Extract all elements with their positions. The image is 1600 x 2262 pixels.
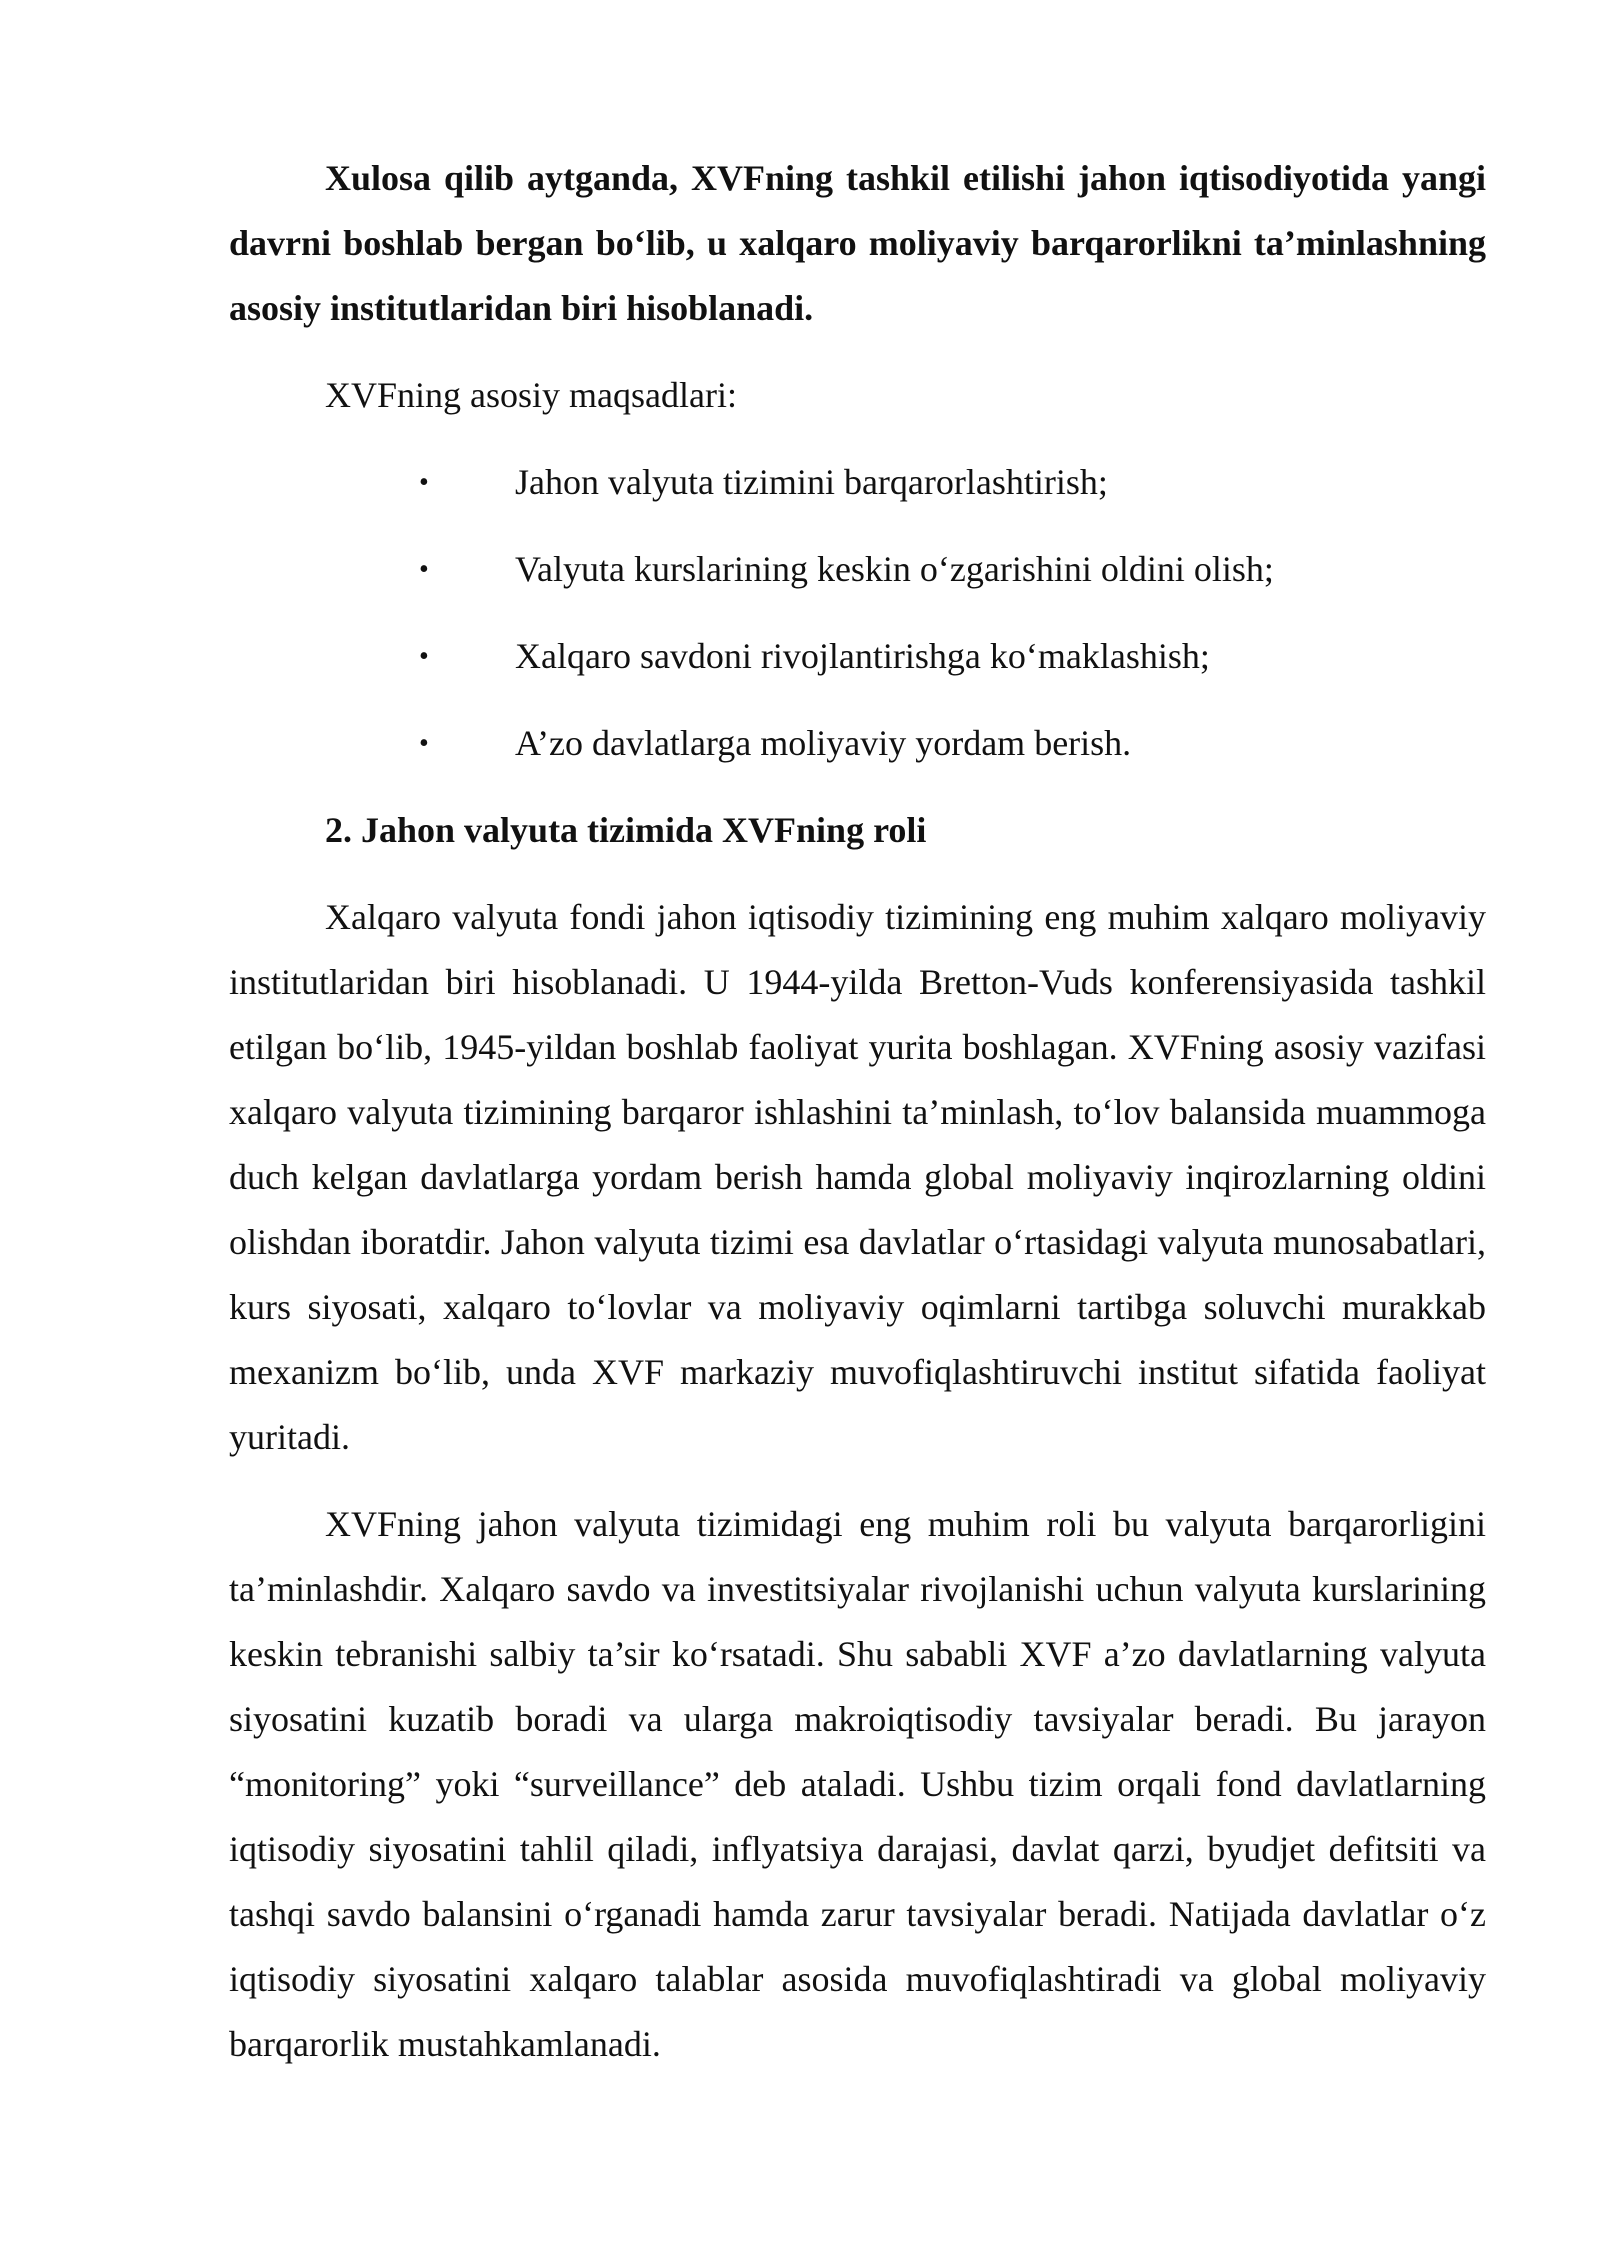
list-item-text: Jahon valyuta tizimini barqarorlashtirish; (515, 462, 1108, 502)
bullet-icon: • (419, 554, 429, 585)
list-item-text: Xalqaro savdoni rivojlantirishga ko‘maklashish; (515, 636, 1210, 676)
goals-list (229, 450, 1486, 776)
body-paragraph-1: Xalqaro valyuta fondi jahon iqtisodiy tizimining eng muhim xalqaro moliyaviy institutlaridan biri hisoblanadi. U 1944-yilda Bretton-Vuds konferensiyasida tashkil etilgan bo‘lib, 1945-yildan boshlab faoliyat yurita boshlagan. XVFning asosiy vazifasi xalqaro valyuta tizimining barqaror ishlashini ta’minlash, to‘lov balansida muammoga duch kelgan davlatlarga yordam berish hamda global moliyaviy inqirozlarning oldini olishdan iboratdir. Jahon valyuta tizimi esa davlatlar o‘rtasidagi valyuta munosabatlari, kurs siyosati, xalqaro to‘lovlar va moliyaviy oqimlarni tartibga soluvchi murakkab mexanizm bo‘lib, unda XVF markaziy muvofiqlashtiruvchi institut sifatida faoliyat yuritadi. (229, 897, 1486, 1457)
list-item-text: A’zo davlatlarga moliyaviy yordam berish. (515, 723, 1132, 763)
bullet-icon: • (419, 467, 429, 498)
document-body (229, 146, 1486, 2077)
body-paragraph-2: XVFning jahon valyuta tizimidagi eng muhim roli bu valyuta barqarorligini ta’minlashdir. Xalqaro savdo va investitsiyalar rivojlanishi uchun valyuta kurslarining keskin tebranishi salbiy ta’sir ko‘rsatadi. Shu sababli XVF a’zo davlatlarning valyuta siyosatini kuzatib boradi va ularga makroiqtisodiy tavsiyalar beradi. Bu jarayon “monitoring” yoki “surveillance” deb ataladi. Ushbu tizim orqali fond davlatlarning iqtisodiy siyosatini tahlil qiladi, inflyatsiya darajasi, davlat qarzi, byudjet defitsiti va tashqi savdo balansini o‘rganadi hamda zarur tavsiyalar beradi. Natijada davlatlar o‘z iqtisodiy siyosatini xalqaro talablar asosida muvofiqlashtiradi va global moliyaviy barqarorlik mustahkamlanadi. (229, 1504, 1486, 2064)
bullet-icon: • (419, 728, 429, 759)
list-item (229, 537, 1486, 602)
list-item (229, 624, 1486, 689)
list-item (229, 450, 1486, 515)
list-item-text: Valyuta kurslarining keskin o‘zgarishini oldini olish; (515, 549, 1274, 589)
goals-intro: XVFning asosiy maqsadlari: (325, 375, 737, 415)
bullet-icon: • (419, 641, 429, 672)
section-heading: 2. Jahon valyuta tizimida XVFning roli (325, 810, 927, 850)
list-item (229, 711, 1486, 776)
conclusion-paragraph: Xulosa qilib aytganda, XVFning tashkil etilishi jahon iqtisodiyotida yangi davrni boshlab bergan bo‘lib, u xalqaro moliyaviy barqarorlikni ta’minlashning asosiy institutlaridan biri hisoblanadi. (229, 158, 1486, 328)
